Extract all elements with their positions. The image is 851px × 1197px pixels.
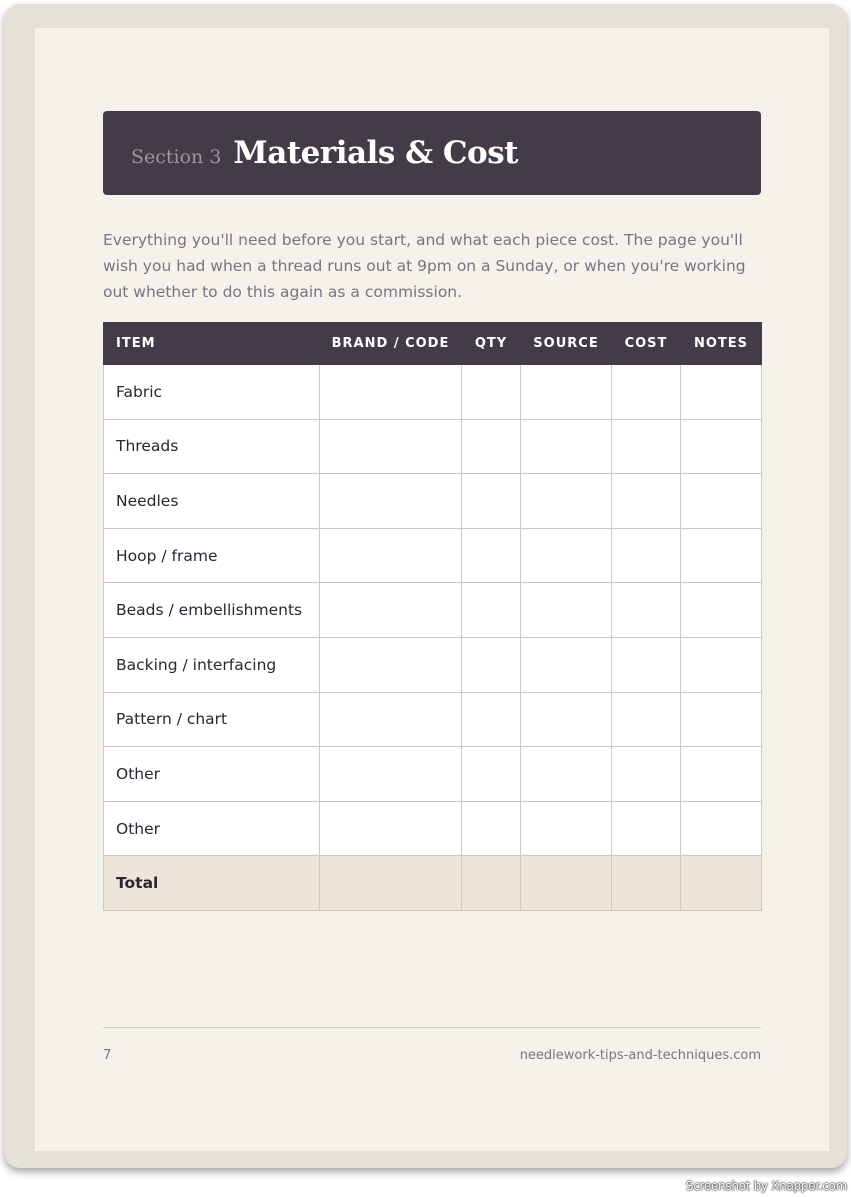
- qty-cell[interactable]: [462, 637, 521, 692]
- total-row: [104, 856, 762, 911]
- total-label: Total: [104, 856, 320, 911]
- column-header-cost: COST: [612, 323, 681, 365]
- cost-cell[interactable]: [612, 801, 681, 856]
- brand-code-cell[interactable]: [320, 637, 462, 692]
- notes-cell[interactable]: [681, 583, 762, 638]
- notes-cell[interactable]: [681, 365, 762, 420]
- notes-cell[interactable]: [681, 801, 762, 856]
- brand-code-cell[interactable]: [320, 747, 462, 802]
- cost-cell[interactable]: [612, 583, 681, 638]
- item-cell: Pattern / chart: [104, 692, 320, 747]
- footer-divider: [103, 1027, 761, 1028]
- source-cell[interactable]: [521, 692, 612, 747]
- qty-cell[interactable]: [462, 419, 521, 474]
- item-cell: Hoop / frame: [104, 528, 320, 583]
- qty-cell[interactable]: [462, 747, 521, 802]
- table-row: [104, 474, 762, 529]
- cost-cell[interactable]: [612, 365, 681, 420]
- total-cost-cell[interactable]: [612, 856, 681, 911]
- cost-cell[interactable]: [612, 474, 681, 529]
- screenshot-watermark: Screenshot by Xnapper.com: [685, 1179, 847, 1193]
- table-row: [104, 583, 762, 638]
- source-cell[interactable]: [521, 747, 612, 802]
- qty-cell[interactable]: [462, 474, 521, 529]
- column-header-source: SOURCE: [521, 323, 612, 365]
- table-row: [104, 637, 762, 692]
- qty-cell[interactable]: [462, 528, 521, 583]
- source-cell[interactable]: [521, 365, 612, 420]
- cost-cell[interactable]: [612, 747, 681, 802]
- brand-code-cell[interactable]: [320, 583, 462, 638]
- source-cell[interactable]: [521, 419, 612, 474]
- source-cell[interactable]: [521, 801, 612, 856]
- brand-code-cell[interactable]: [320, 474, 462, 529]
- total-notes-cell[interactable]: [681, 856, 762, 911]
- source-cell[interactable]: [521, 637, 612, 692]
- qty-cell[interactable]: [462, 801, 521, 856]
- notes-cell[interactable]: [681, 692, 762, 747]
- notes-cell[interactable]: [681, 474, 762, 529]
- notes-cell[interactable]: [681, 747, 762, 802]
- notes-cell[interactable]: [681, 637, 762, 692]
- brand-code-cell[interactable]: [320, 692, 462, 747]
- page-frame: [4, 4, 847, 1168]
- column-header-qty: QTY: [462, 323, 521, 365]
- section-header: [103, 111, 761, 195]
- document-page: [35, 28, 829, 1151]
- table-row: [104, 801, 762, 856]
- materials-table: [103, 322, 762, 911]
- brand-code-cell[interactable]: [320, 528, 462, 583]
- brand-code-cell[interactable]: [320, 801, 462, 856]
- total-source-cell[interactable]: [521, 856, 612, 911]
- source-cell[interactable]: [521, 528, 612, 583]
- item-cell: Fabric: [104, 365, 320, 420]
- column-header-item: ITEM: [104, 323, 320, 365]
- total-brand-code-cell[interactable]: [320, 856, 462, 911]
- source-cell[interactable]: [521, 583, 612, 638]
- cost-cell[interactable]: [612, 692, 681, 747]
- notes-cell[interactable]: [681, 419, 762, 474]
- section-title: Materials & Cost: [233, 135, 518, 171]
- brand-code-cell[interactable]: [320, 365, 462, 420]
- cost-cell[interactable]: [612, 419, 681, 474]
- table-row: [104, 365, 762, 420]
- item-cell: Needles: [104, 474, 320, 529]
- qty-cell[interactable]: [462, 692, 521, 747]
- source-cell[interactable]: [521, 474, 612, 529]
- table-row: [104, 419, 762, 474]
- item-cell: Backing / interfacing: [104, 637, 320, 692]
- item-cell: Beads / embellishments: [104, 583, 320, 638]
- footer-site-url: needlework-tips-and-techniques.com: [519, 1048, 761, 1063]
- table-header-row: [104, 323, 762, 365]
- brand-code-cell[interactable]: [320, 419, 462, 474]
- total-qty-cell[interactable]: [462, 856, 521, 911]
- item-cell: Other: [104, 801, 320, 856]
- table-row: [104, 692, 762, 747]
- item-cell: Threads: [104, 419, 320, 474]
- column-header-brand-code: BRAND / CODE: [320, 323, 462, 365]
- intro-paragraph: Everything you'll need before you start, and what each piece cost. The page you'll wish you had when a thread runs out at 9pm on a Sunday, or when you're working out whether to do this again as a commission.: [103, 231, 746, 301]
- item-cell: Other: [104, 747, 320, 802]
- qty-cell[interactable]: [462, 583, 521, 638]
- cost-cell[interactable]: [612, 637, 681, 692]
- qty-cell[interactable]: [462, 365, 521, 420]
- table-row: [104, 747, 762, 802]
- column-header-notes: NOTES: [681, 323, 762, 365]
- page-number: 7: [103, 1048, 112, 1063]
- cost-cell[interactable]: [612, 528, 681, 583]
- table-row: [104, 528, 762, 583]
- notes-cell[interactable]: [681, 528, 762, 583]
- section-label: Section 3: [131, 146, 222, 168]
